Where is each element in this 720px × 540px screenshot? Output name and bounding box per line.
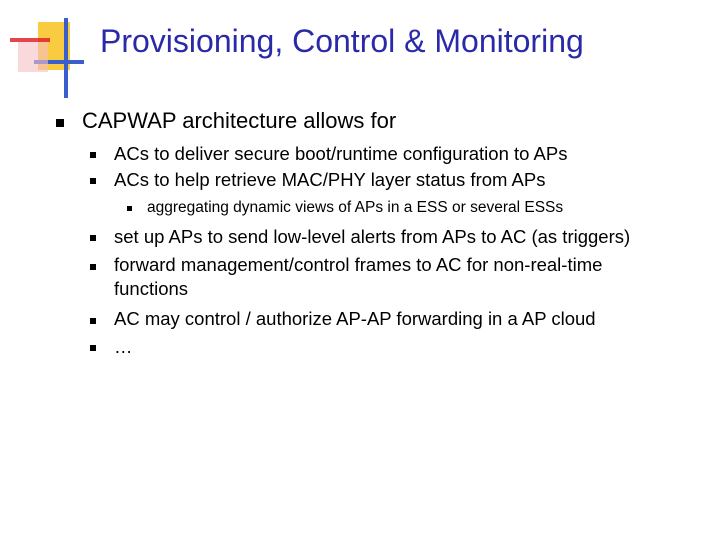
page-title: Provisioning, Control & Monitoring — [100, 23, 584, 59]
square-bullet-icon — [127, 206, 132, 211]
square-bullet-icon — [56, 119, 64, 127]
list-item-text: AC may control / authorize AP-AP forwarding in a AP cloud — [114, 308, 596, 329]
list-item-text: aggregating dynamic views of APs in a ESS or several ESSs — [147, 199, 564, 216]
square-bullet-icon — [90, 235, 96, 241]
square-bullet-icon — [90, 318, 96, 324]
list-item-text: CAPWAP architecture allows for — [82, 108, 397, 133]
square-bullet-icon — [90, 345, 96, 351]
list-item-text: forward management/control frames to AC for non-real-time — [114, 254, 603, 275]
list-item-text: ACs to deliver secure boot/runtime configuration to APs — [114, 143, 568, 164]
list-item-text: set up APs to send low-level alerts from APs to AC (as triggers) — [114, 226, 631, 247]
list-item-text: … — [114, 336, 133, 357]
list-item-text-continued: functions — [114, 278, 189, 299]
square-bullet-icon — [90, 264, 96, 270]
square-bullet-icon — [90, 178, 96, 184]
square-bullet-icon — [90, 152, 96, 158]
list-item-text: ACs to help retrieve MAC/PHY layer status from APs — [114, 169, 546, 190]
